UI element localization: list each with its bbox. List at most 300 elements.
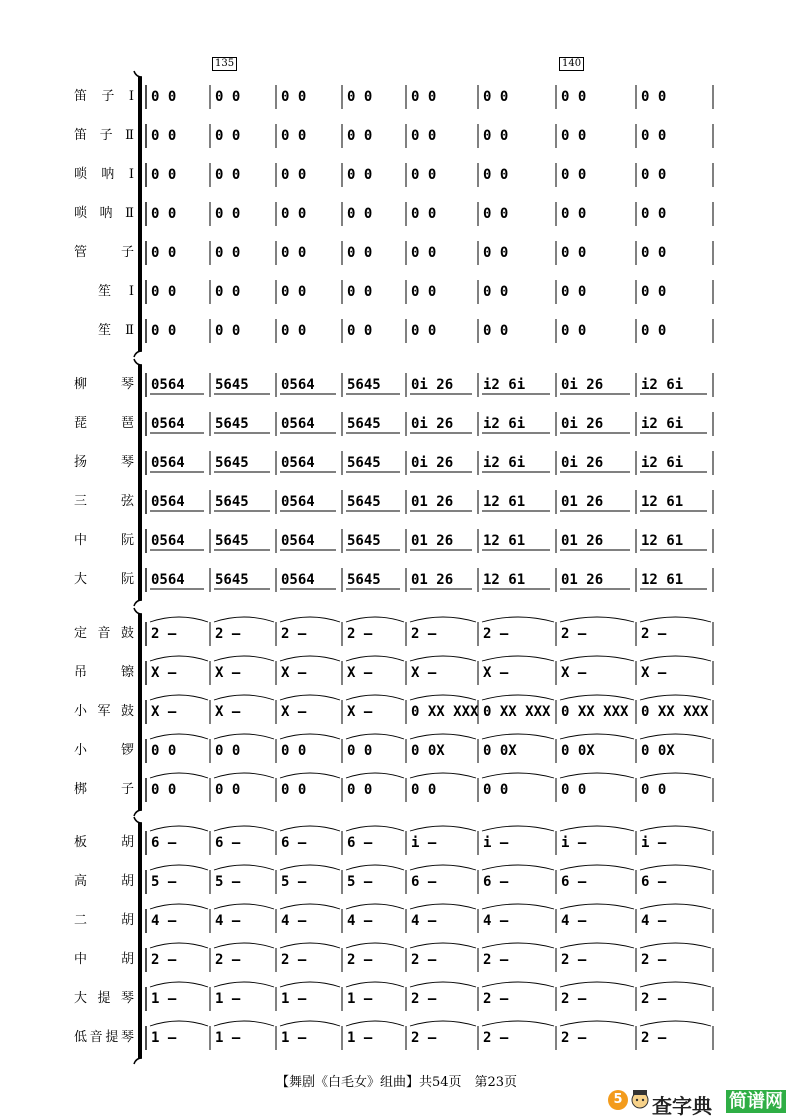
measure-cell: 0 0 xyxy=(281,323,307,339)
measure-cell: 0564 xyxy=(281,377,315,393)
tie-slur xyxy=(150,943,208,948)
measure-cell: 12 61 xyxy=(483,572,526,588)
tie-slur xyxy=(640,943,711,948)
measure-cell: 0 0 xyxy=(347,167,373,183)
tie-slur xyxy=(280,656,340,661)
measure-cell: 0 0 xyxy=(411,323,437,339)
measure-cell: 0 0 xyxy=(561,128,587,144)
logo-text-site: 简谱网 xyxy=(726,1090,786,1113)
measure-cell: 0 0 xyxy=(483,284,509,300)
measure-cell: 5645 xyxy=(215,416,249,432)
tie-slur xyxy=(214,904,274,909)
measure-cell: 0 0 xyxy=(561,323,587,339)
measure-cell: 0 0 xyxy=(215,206,241,222)
measure-cell: 0 0 xyxy=(411,782,437,798)
instrument-name: 小锣 xyxy=(74,743,134,758)
measure-cell: 2 – xyxy=(641,1030,667,1046)
measure-cell: 1 – xyxy=(281,991,307,1007)
tie-slur xyxy=(560,734,634,739)
measure-cell: 0 0 xyxy=(281,206,307,222)
measure-cell: 4 – xyxy=(641,913,667,929)
measure-cell: X – xyxy=(151,665,177,681)
measure-cell: 0 0 xyxy=(215,89,241,105)
tie-slur xyxy=(410,695,476,700)
instrument-name: 定音鼓 xyxy=(74,626,134,641)
measure-cell: 1 – xyxy=(347,991,373,1007)
measure-cell: 1 – xyxy=(215,991,241,1007)
measure-cell: 1 – xyxy=(347,1030,373,1046)
measure-cell: 0564 xyxy=(151,416,185,432)
tie-slur xyxy=(410,617,476,622)
tie-slur xyxy=(482,656,554,661)
instrument-name: 扬琴 xyxy=(74,455,134,470)
measure-cell: 0 0 xyxy=(483,206,509,222)
measure-cell: 0564 xyxy=(151,533,185,549)
measure-cell: 0 0 xyxy=(281,167,307,183)
tie-slur xyxy=(214,826,274,831)
measure-cell: 0 0 xyxy=(281,782,307,798)
tie-slur xyxy=(640,734,711,739)
measure-cell: 2 – xyxy=(641,626,667,642)
measure-cell: 0 0 xyxy=(151,743,177,759)
tie-slur xyxy=(560,656,634,661)
tie-slur xyxy=(482,1021,554,1026)
measure-cell: 5645 xyxy=(215,377,249,393)
measure-cell: 2 – xyxy=(483,991,509,1007)
measure-cell: 2 – xyxy=(411,991,437,1007)
measure-cell: 0 0 xyxy=(347,128,373,144)
measure-cell: 2 – xyxy=(281,626,307,642)
instrument-name: 笛子Ⅱ xyxy=(74,128,134,143)
measure-cell: 0 0 xyxy=(483,245,509,261)
measure-cell: 0 0 xyxy=(641,206,667,222)
tie-slur xyxy=(346,773,404,778)
instrument-name: 大提琴 xyxy=(74,991,134,1006)
measure-cell: 5645 xyxy=(215,455,249,471)
measure-cell: 6 – xyxy=(411,874,437,890)
measure-cell: i – xyxy=(483,835,509,851)
measure-cell: 0 0 xyxy=(641,167,667,183)
measure-cell: 0 0 xyxy=(641,89,667,105)
measure-cell: 0 0 xyxy=(151,128,177,144)
measure-cell: 01 26 xyxy=(411,572,454,588)
tie-slur xyxy=(482,734,554,739)
measure-cell: 0i 26 xyxy=(561,377,604,393)
measure-cell: 2 – xyxy=(215,626,241,642)
tie-slur xyxy=(150,904,208,909)
measure-cell: 0564 xyxy=(281,416,315,432)
tie-slur xyxy=(410,826,476,831)
measure-cell: 0 0 xyxy=(281,743,307,759)
instrument-name: 柳琴 xyxy=(74,377,134,392)
measure-cell: 0 XX XXX xyxy=(483,704,551,720)
measure-number-140: 140 xyxy=(559,57,584,71)
measure-cell: 0 0 xyxy=(483,782,509,798)
instrument-name: 小军鼓 xyxy=(74,704,134,719)
measure-cell: 0 0 xyxy=(215,128,241,144)
measure-cell: 2 – xyxy=(151,952,177,968)
measure-cell: 2 – xyxy=(641,952,667,968)
measure-cell: X – xyxy=(347,704,373,720)
tie-slur xyxy=(346,1021,404,1026)
measure-cell: 0564 xyxy=(281,455,315,471)
measure-cell: X – xyxy=(215,704,241,720)
measure-cell: 2 – xyxy=(641,991,667,1007)
measure-cell: 0 0 xyxy=(215,743,241,759)
measure-cell: 2 – xyxy=(151,626,177,642)
measure-cell: 5645 xyxy=(347,455,381,471)
measure-cell: 5645 xyxy=(347,494,381,510)
tie-slur xyxy=(214,943,274,948)
measure-cell: 01 26 xyxy=(411,533,454,549)
tie-slur xyxy=(280,982,340,987)
measure-cell: 2 – xyxy=(483,626,509,642)
measure-cell: 01 26 xyxy=(561,572,604,588)
measure-cell: 5645 xyxy=(215,494,249,510)
measure-cell: 0 0 xyxy=(411,89,437,105)
measure-cell: 5645 xyxy=(215,572,249,588)
tie-slur xyxy=(482,943,554,948)
instrument-name: 中胡 xyxy=(74,952,134,967)
measure-cell: 2 – xyxy=(561,1030,587,1046)
tie-slur xyxy=(560,826,634,831)
measure-cell: 0 0 xyxy=(411,206,437,222)
tie-slur xyxy=(214,773,274,778)
measure-cell: 4 – xyxy=(561,913,587,929)
tie-slur xyxy=(280,734,340,739)
tie-slur xyxy=(482,904,554,909)
tie-slur xyxy=(280,943,340,948)
tie-slur xyxy=(560,982,634,987)
tie-slur xyxy=(346,826,404,831)
measure-cell: 0 0 xyxy=(281,128,307,144)
measure-cell: 0 0 xyxy=(641,245,667,261)
measure-cell: 2 – xyxy=(411,1030,437,1046)
logo-mark: 5 xyxy=(608,1090,628,1110)
measure-cell: 5645 xyxy=(347,416,381,432)
tie-slur xyxy=(150,773,208,778)
measure-cell: 2 – xyxy=(411,626,437,642)
tie-slur xyxy=(560,943,634,948)
measure-cell: 0 0 xyxy=(483,167,509,183)
tie-slur xyxy=(214,982,274,987)
tie-slur xyxy=(560,695,634,700)
measure-cell: 0 XX XXX xyxy=(641,704,709,720)
measure-cell: i – xyxy=(641,835,667,851)
tie-slur xyxy=(640,904,711,909)
tie-slur xyxy=(346,943,404,948)
tie-slur xyxy=(280,826,340,831)
tie-slur xyxy=(150,865,208,870)
measure-cell: 0 0 xyxy=(347,206,373,222)
measure-cell: 6 – xyxy=(483,874,509,890)
instrument-name: 二胡 xyxy=(74,913,134,928)
measure-cell: 2 – xyxy=(347,952,373,968)
measure-cell: 0 0 xyxy=(215,323,241,339)
measure-cell: 4 – xyxy=(281,913,307,929)
tie-slur xyxy=(640,1021,711,1026)
tie-slur xyxy=(280,865,340,870)
measure-cell: 0 0X xyxy=(483,743,517,759)
measure-cell: 0 0 xyxy=(281,284,307,300)
measure-cell: 12 61 xyxy=(641,494,684,510)
measure-cell: 1 – xyxy=(151,991,177,1007)
tie-slur xyxy=(560,904,634,909)
measure-cell: 2 – xyxy=(215,952,241,968)
tie-slur xyxy=(214,656,274,661)
measure-cell: 01 26 xyxy=(561,494,604,510)
measure-cell: 0 0 xyxy=(215,284,241,300)
tie-slur xyxy=(560,865,634,870)
measure-cell: 0 0 xyxy=(281,245,307,261)
measure-cell: 0 0 xyxy=(483,128,509,144)
tie-slur xyxy=(150,656,208,661)
instrument-name: 唢呐Ⅱ xyxy=(74,206,134,221)
measure-cell: X – xyxy=(561,665,587,681)
tie-slur xyxy=(482,773,554,778)
measure-cell: 12 61 xyxy=(641,572,684,588)
tie-slur xyxy=(150,695,208,700)
measure-cell: 0 0 xyxy=(347,284,373,300)
measure-cell: 5 – xyxy=(215,874,241,890)
measure-cell: 0i 26 xyxy=(411,416,454,432)
measure-cell: X – xyxy=(281,665,307,681)
measure-cell: 12 61 xyxy=(483,494,526,510)
tie-slur xyxy=(410,982,476,987)
tie-slur xyxy=(280,695,340,700)
measure-cell: 6 – xyxy=(561,874,587,890)
tie-slur xyxy=(280,773,340,778)
measure-cell: 2 – xyxy=(483,952,509,968)
measure-cell: 0i 26 xyxy=(561,455,604,471)
measure-cell: 0 0 xyxy=(561,284,587,300)
tie-slur xyxy=(280,617,340,622)
measure-cell: 0 0 xyxy=(561,89,587,105)
measure-cell: 4 – xyxy=(215,913,241,929)
instrument-name: 高胡 xyxy=(74,874,134,889)
measure-cell: 4 – xyxy=(151,913,177,929)
tie-slur xyxy=(150,982,208,987)
measure-cell: 1 – xyxy=(281,1030,307,1046)
instrument-name: 梆子 xyxy=(74,782,134,797)
tie-slur xyxy=(640,826,711,831)
measure-cell: 2 – xyxy=(483,1030,509,1046)
measure-cell: 4 – xyxy=(411,913,437,929)
measure-cell: 5645 xyxy=(347,572,381,588)
measure-cell: 0564 xyxy=(151,494,185,510)
measure-cell: 0i 26 xyxy=(411,377,454,393)
instrument-name: 中阮 xyxy=(74,533,134,548)
instrument-name: 管子 xyxy=(74,245,134,260)
measure-cell: 6 – xyxy=(641,874,667,890)
tie-slur xyxy=(346,865,404,870)
measure-cell: 0 0 xyxy=(151,245,177,261)
measure-cell: i2 6i xyxy=(641,455,684,471)
measure-cell: 0 0X xyxy=(561,743,595,759)
measure-cell: 6 – xyxy=(215,835,241,851)
measure-cell: 5645 xyxy=(215,533,249,549)
measure-cell: 2 – xyxy=(561,991,587,1007)
measure-cell: X – xyxy=(281,704,307,720)
instrument-name: 笙Ⅱ xyxy=(98,323,134,338)
mascot-icon xyxy=(630,1088,650,1112)
instrument-name: 琵琶 xyxy=(74,416,134,431)
measure-cell: 0 0 xyxy=(151,89,177,105)
tie-slur xyxy=(410,943,476,948)
measure-cell: 1 – xyxy=(151,1030,177,1046)
measure-cell: 0 0 xyxy=(347,743,373,759)
instrument-name: 笛子Ⅰ xyxy=(74,89,134,104)
measure-cell: 5 – xyxy=(281,874,307,890)
measure-cell: 5 – xyxy=(347,874,373,890)
measure-cell: 0 0 xyxy=(483,89,509,105)
measure-cell: 0 0 xyxy=(215,782,241,798)
measure-cell: i2 6i xyxy=(641,377,684,393)
measure-cell: 2 – xyxy=(281,952,307,968)
tie-slur xyxy=(640,617,711,622)
measure-cell: 0564 xyxy=(151,377,185,393)
tie-slur xyxy=(346,982,404,987)
measure-cell: X – xyxy=(483,665,509,681)
measure-cell: i2 6i xyxy=(483,416,526,432)
tie-slur xyxy=(150,826,208,831)
measure-cell: 5645 xyxy=(347,533,381,549)
tie-slur xyxy=(346,695,404,700)
tie-slur xyxy=(150,617,208,622)
measure-cell: 6 – xyxy=(151,835,177,851)
tie-slur xyxy=(214,617,274,622)
measure-cell: 5645 xyxy=(347,377,381,393)
site-logo[interactable] xyxy=(608,1088,790,1116)
measure-cell: 0564 xyxy=(281,572,315,588)
instrument-name: 低音提琴 xyxy=(74,1030,134,1045)
tie-slur xyxy=(150,1021,208,1026)
tie-slur xyxy=(410,904,476,909)
measure-cell: 6 – xyxy=(347,835,373,851)
measure-cell: 0 0X xyxy=(411,743,445,759)
measure-cell: 0i 26 xyxy=(561,416,604,432)
measure-cell: 0 0 xyxy=(561,206,587,222)
tie-slur xyxy=(214,865,274,870)
measure-cell: X – xyxy=(151,704,177,720)
measure-cell: 01 26 xyxy=(411,494,454,510)
tie-slur xyxy=(214,695,274,700)
measure-cell: 01 26 xyxy=(561,533,604,549)
measure-cell: i2 6i xyxy=(483,455,526,471)
measure-cell: 0 0 xyxy=(411,284,437,300)
measure-cell: 0 0 xyxy=(347,89,373,105)
measure-cell: i2 6i xyxy=(641,416,684,432)
measure-cell: 0 0 xyxy=(641,782,667,798)
measure-cell: 0564 xyxy=(151,572,185,588)
tie-slur xyxy=(410,773,476,778)
measure-cell: 12 61 xyxy=(641,533,684,549)
tie-slur xyxy=(150,734,208,739)
measure-cell: 0 0 xyxy=(347,323,373,339)
measure-cell: 0 0 xyxy=(411,128,437,144)
page-footer: 【舞剧《白毛女》组曲】共54页 第23页 xyxy=(275,1075,518,1090)
instrument-name: 板胡 xyxy=(74,835,134,850)
measure-cell: 0 XX XXX xyxy=(561,704,629,720)
measure-cell: 0 0 xyxy=(561,782,587,798)
tie-slur xyxy=(410,1021,476,1026)
measure-cell: 0 XX XXX xyxy=(411,704,479,720)
measure-cell: 0 0 xyxy=(151,323,177,339)
measure-cell: 0i 26 xyxy=(411,455,454,471)
tie-slur xyxy=(560,617,634,622)
tie-slur xyxy=(640,773,711,778)
tie-slur xyxy=(640,982,711,987)
tie-slur xyxy=(482,695,554,700)
instrument-name: 唢呐Ⅰ xyxy=(74,167,134,182)
measure-cell: 2 – xyxy=(411,952,437,968)
instrument-name: 大阮 xyxy=(74,572,134,587)
tie-slur xyxy=(346,904,404,909)
measure-cell: 0 0 xyxy=(641,128,667,144)
measure-cell: i – xyxy=(411,835,437,851)
tie-slur xyxy=(482,617,554,622)
measure-cell: 0 0 xyxy=(561,245,587,261)
measure-cell: 6 – xyxy=(281,835,307,851)
measure-cell: 0564 xyxy=(281,533,315,549)
measure-cell: 0 0 xyxy=(151,167,177,183)
measure-cell: X – xyxy=(215,665,241,681)
measure-cell: 0 0 xyxy=(281,89,307,105)
instrument-name: 吊镲 xyxy=(74,665,134,680)
measure-cell: 0 0 xyxy=(215,245,241,261)
measure-cell: 5 – xyxy=(151,874,177,890)
tie-slur xyxy=(482,826,554,831)
measure-cell: 1 – xyxy=(215,1030,241,1046)
measure-cell: 12 61 xyxy=(483,533,526,549)
tie-slur xyxy=(640,865,711,870)
tie-slur xyxy=(410,656,476,661)
measure-cell: 0564 xyxy=(151,455,185,471)
measure-cell: 0 0 xyxy=(641,323,667,339)
measure-cell: i2 6i xyxy=(483,377,526,393)
tie-slur xyxy=(560,1021,634,1026)
tie-slur xyxy=(346,734,404,739)
measure-cell: 2 – xyxy=(561,626,587,642)
tie-slur xyxy=(482,865,554,870)
measure-cell: 0 0 xyxy=(347,245,373,261)
tie-slur xyxy=(410,734,476,739)
measure-cell: 0 0X xyxy=(641,743,675,759)
tie-slur xyxy=(214,734,274,739)
measure-cell: 0 0 xyxy=(411,245,437,261)
measure-cell: 0 0 xyxy=(215,167,241,183)
measure-cell: 0 0 xyxy=(483,323,509,339)
measure-cell: 2 – xyxy=(561,952,587,968)
measure-cell: X – xyxy=(641,665,667,681)
tie-slur xyxy=(346,656,404,661)
tie-slur xyxy=(410,865,476,870)
measure-cell: i – xyxy=(561,835,587,851)
tie-slur xyxy=(640,695,711,700)
measure-cell: 4 – xyxy=(347,913,373,929)
measure-cell: 0 0 xyxy=(151,206,177,222)
measure-cell: 4 – xyxy=(483,913,509,929)
tie-slur xyxy=(560,773,634,778)
measure-cell: 0 0 xyxy=(151,782,177,798)
measure-cell: 2 – xyxy=(347,626,373,642)
tie-slur xyxy=(482,982,554,987)
instrument-name: 笙Ⅰ xyxy=(98,284,134,299)
tie-slur xyxy=(280,1021,340,1026)
measure-cell: 0 0 xyxy=(151,284,177,300)
tie-slur xyxy=(640,656,711,661)
measure-cell: 0 0 xyxy=(347,782,373,798)
